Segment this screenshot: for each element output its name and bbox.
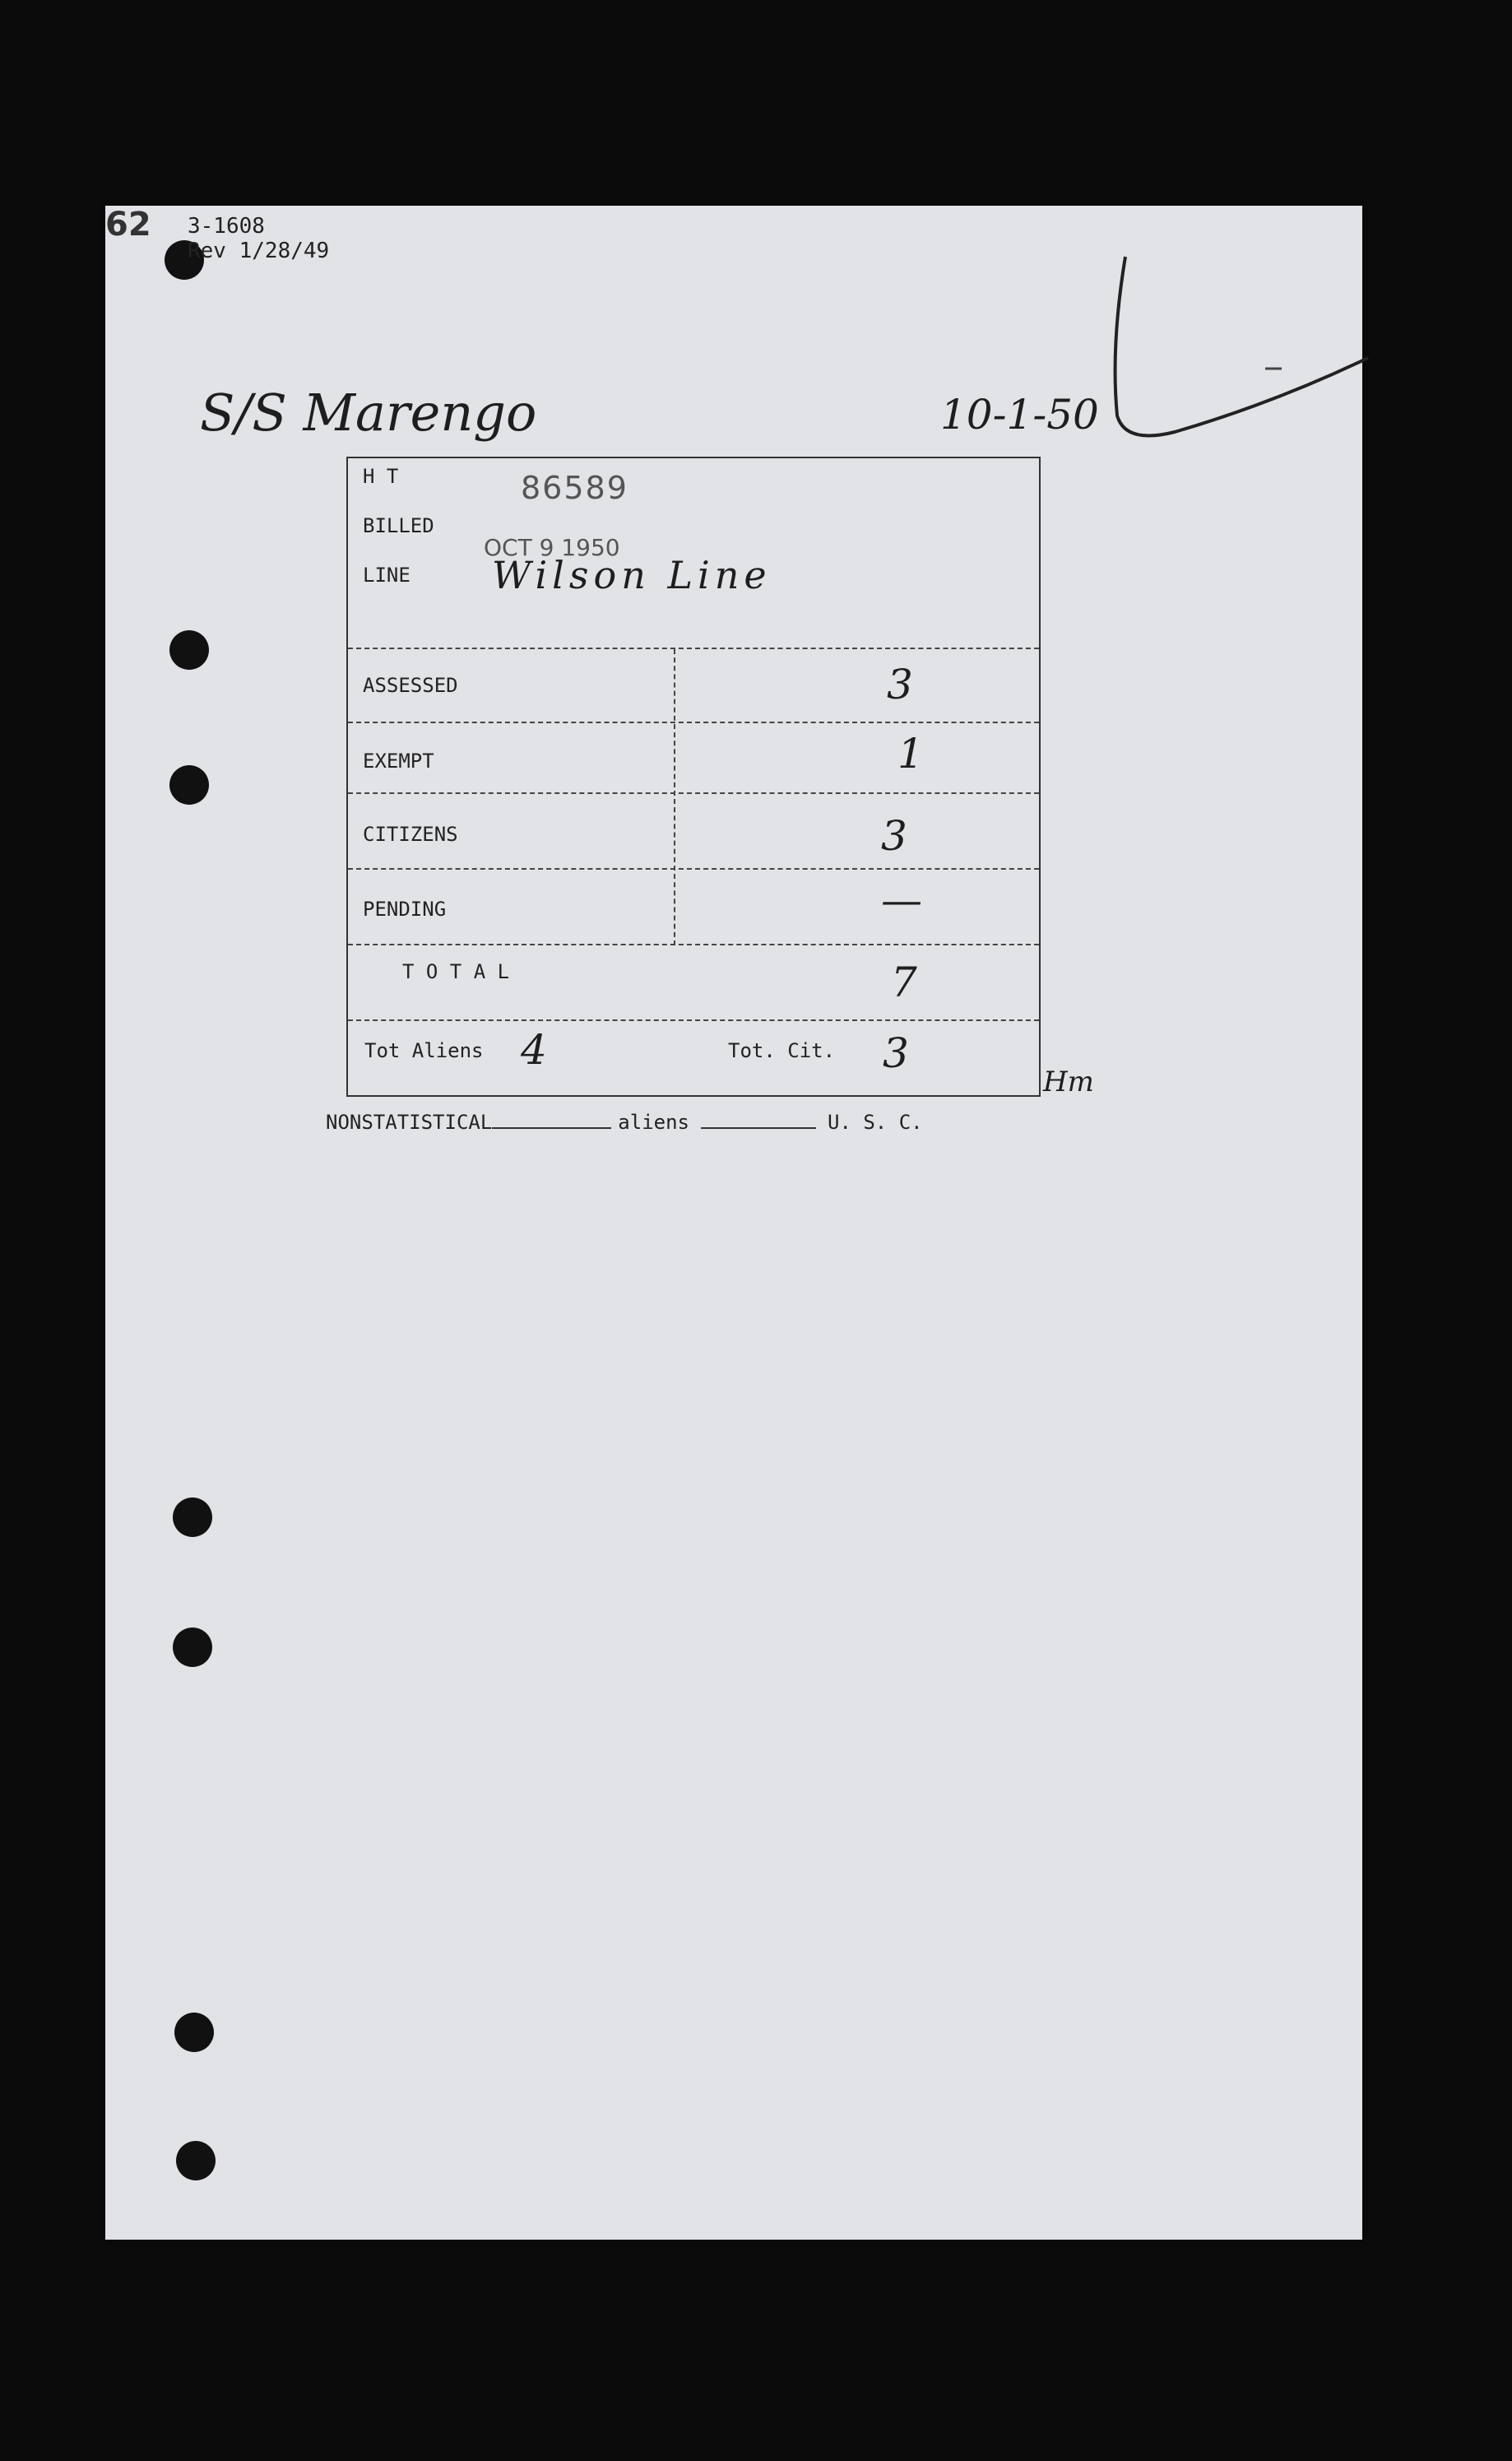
handwritten-mark — [1076, 247, 1372, 444]
form-number: 3-1608 — [188, 214, 265, 239]
punch-hole — [173, 1497, 212, 1537]
usc-label: U. S. C. — [828, 1111, 923, 1134]
billed-label: BILLED — [363, 514, 434, 537]
punch-hole — [169, 630, 209, 670]
assessed-label: ASSESSED — [363, 674, 458, 697]
pending-value: — — [881, 876, 922, 924]
aliens-label: aliens — [618, 1111, 689, 1134]
punch-hole — [169, 765, 209, 805]
form-revision: Rev 1/28/49 — [188, 239, 330, 263]
ship-name: S/S Marengo — [200, 383, 537, 443]
initials: Hm — [1043, 1066, 1094, 1098]
nonstatistical-line — [326, 1111, 923, 1134]
page-number: 62 — [105, 206, 151, 244]
tot-cit-label: Tot. Cit. — [728, 1039, 836, 1062]
tot-aliens-value: 4 — [521, 1026, 547, 1074]
line-name: Wilson Line — [492, 553, 772, 597]
citizens-label: CITIZENS — [363, 823, 458, 846]
pending-label: PENDING — [363, 898, 447, 921]
form-number-block — [188, 214, 329, 263]
punch-hole — [176, 2141, 216, 2180]
nonstatistical-label: NONSTATISTICAL — [326, 1111, 493, 1134]
line-label: LINE — [363, 564, 410, 587]
exempt-value: 1 — [897, 730, 924, 778]
billed-stamp: OCT 9 1950 — [484, 534, 620, 561]
ht-label: H T — [363, 465, 399, 488]
citizens-value: 3 — [881, 812, 907, 860]
punch-hole — [173, 1628, 212, 1667]
punch-hole — [174, 2013, 214, 2052]
ht-number: 86589 — [521, 470, 628, 506]
exempt-label: EXEMPT — [363, 750, 434, 773]
total-value: 7 — [891, 959, 917, 1006]
assessed-value: 3 — [887, 661, 913, 708]
tot-aliens-label: Tot Aliens — [364, 1039, 484, 1062]
handwritten-date: 10-1-50 — [940, 391, 1099, 439]
document-page — [105, 206, 1362, 2240]
total-label: T O T A L — [402, 960, 510, 983]
manifest-form-table — [346, 457, 1041, 1097]
tot-cit-value: 3 — [883, 1029, 909, 1077]
